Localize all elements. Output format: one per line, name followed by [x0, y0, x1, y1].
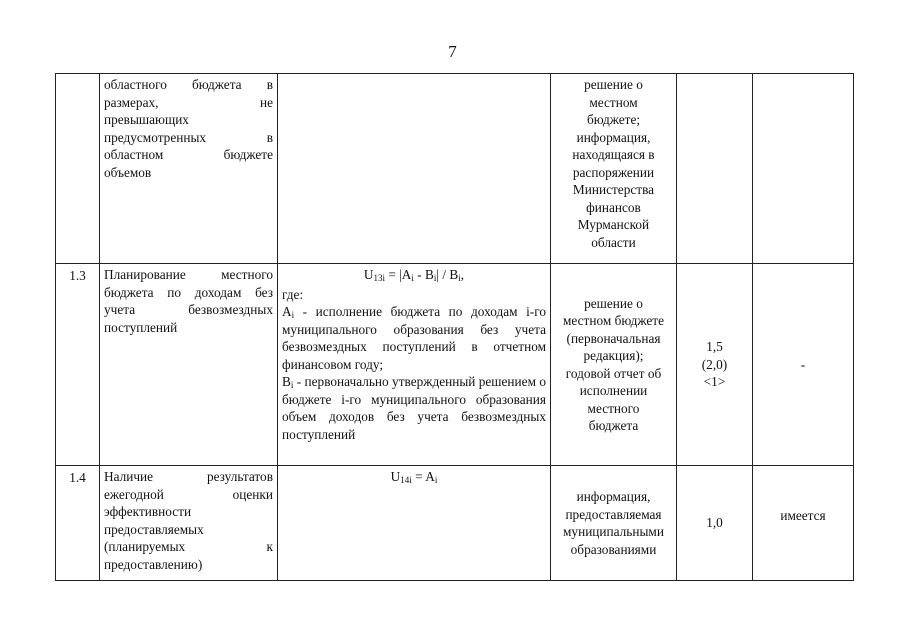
text-line: областном бюджете	[104, 147, 273, 162]
data-source	[551, 264, 677, 466]
text-line: предоставлению)	[104, 556, 203, 572]
text-line: эффективности	[104, 504, 192, 519]
criterion-name	[100, 264, 278, 466]
text-line: редакция);	[583, 348, 644, 363]
where-label: где:	[282, 286, 304, 302]
row-number: 1.3	[56, 264, 100, 466]
text-line: предоставляемая	[565, 506, 662, 522]
text-line: (2,0)	[701, 356, 728, 372]
text-line: Планирование местного	[104, 267, 273, 282]
text-line: поступлений	[104, 319, 178, 335]
text-line: учета безвозмездных	[104, 302, 273, 317]
text-line: информация,	[576, 489, 651, 504]
definition-b: $B_i$ - первоначально утвержденный решением о бюджете i-го муниципального образования объем доходов без учета безвозмездных поступлений	[282, 374, 546, 442]
text-line: предусмотренных в	[104, 129, 273, 145]
data-source	[551, 74, 677, 264]
definitions	[282, 303, 546, 443]
text-line: Министерства	[572, 182, 655, 197]
text-line: размерах, не	[104, 94, 273, 110]
text-line: бюджете;	[586, 112, 641, 127]
text-line: Наличие результатов	[104, 469, 273, 484]
formula: $U_{14i} = A_i$	[390, 469, 438, 485]
formula-cell	[278, 466, 551, 581]
table-row	[56, 264, 854, 466]
page-number: 7	[448, 42, 457, 61]
criterion-name	[100, 74, 278, 264]
weight-cell	[677, 264, 753, 466]
text-line: находящаяся в	[572, 147, 655, 162]
formula-cell	[278, 264, 551, 466]
text-line: (первоначальная	[566, 330, 661, 346]
text-line: превышающих	[104, 112, 189, 127]
text-line: финансов	[586, 199, 641, 215]
text-line: бюджета по доходам без	[104, 284, 273, 300]
definition-a: $A_i$ - исполнение бюджета по доходам i-го муниципального образования без учета безвозмездных поступлений в отчетном финансовом году;	[282, 304, 546, 372]
text-line: ежегодной оценки	[104, 486, 273, 502]
text-line: 1,0	[706, 515, 723, 531]
text-line: годовой отчет об	[565, 365, 662, 381]
text-line: (планируемых к	[104, 539, 273, 554]
text-line: <1>	[703, 374, 726, 390]
criteria-table	[55, 73, 854, 581]
text-line: Мурманской	[577, 217, 650, 232]
row-number: 1.4	[56, 466, 100, 581]
text-line: решение о	[584, 295, 643, 311]
text-line: предоставляемых	[104, 521, 204, 537]
text-line: 1,5	[706, 339, 723, 355]
text-line: муниципальными	[563, 524, 664, 539]
table-row	[56, 74, 854, 264]
value-cell: -	[753, 264, 854, 466]
text-line: областного бюджета в	[104, 77, 273, 92]
text-line: местном	[589, 94, 638, 110]
text-line: объемов	[104, 164, 152, 180]
text-line: исполнении	[579, 383, 648, 398]
formula-cell	[278, 74, 551, 264]
text-line: местном бюджете	[562, 313, 665, 328]
text-line: информация,	[576, 129, 651, 145]
criterion-name	[100, 466, 278, 581]
weight-cell	[677, 74, 753, 264]
text-line: распоряжении	[572, 164, 655, 180]
data-source	[551, 466, 677, 581]
text-line: решение о	[584, 77, 643, 92]
value-cell	[753, 74, 854, 264]
text-line: области	[591, 234, 636, 250]
row-number	[56, 74, 100, 264]
formula: $U_{13i} = |A_i - B_i| / B_i$,	[363, 267, 465, 283]
text-line: бюджета	[588, 418, 639, 433]
table-row	[56, 466, 854, 581]
value-cell: имеется	[753, 466, 854, 581]
text-line: местного	[587, 400, 640, 416]
text-line: образованиями	[570, 541, 657, 557]
weight-cell	[677, 466, 753, 581]
